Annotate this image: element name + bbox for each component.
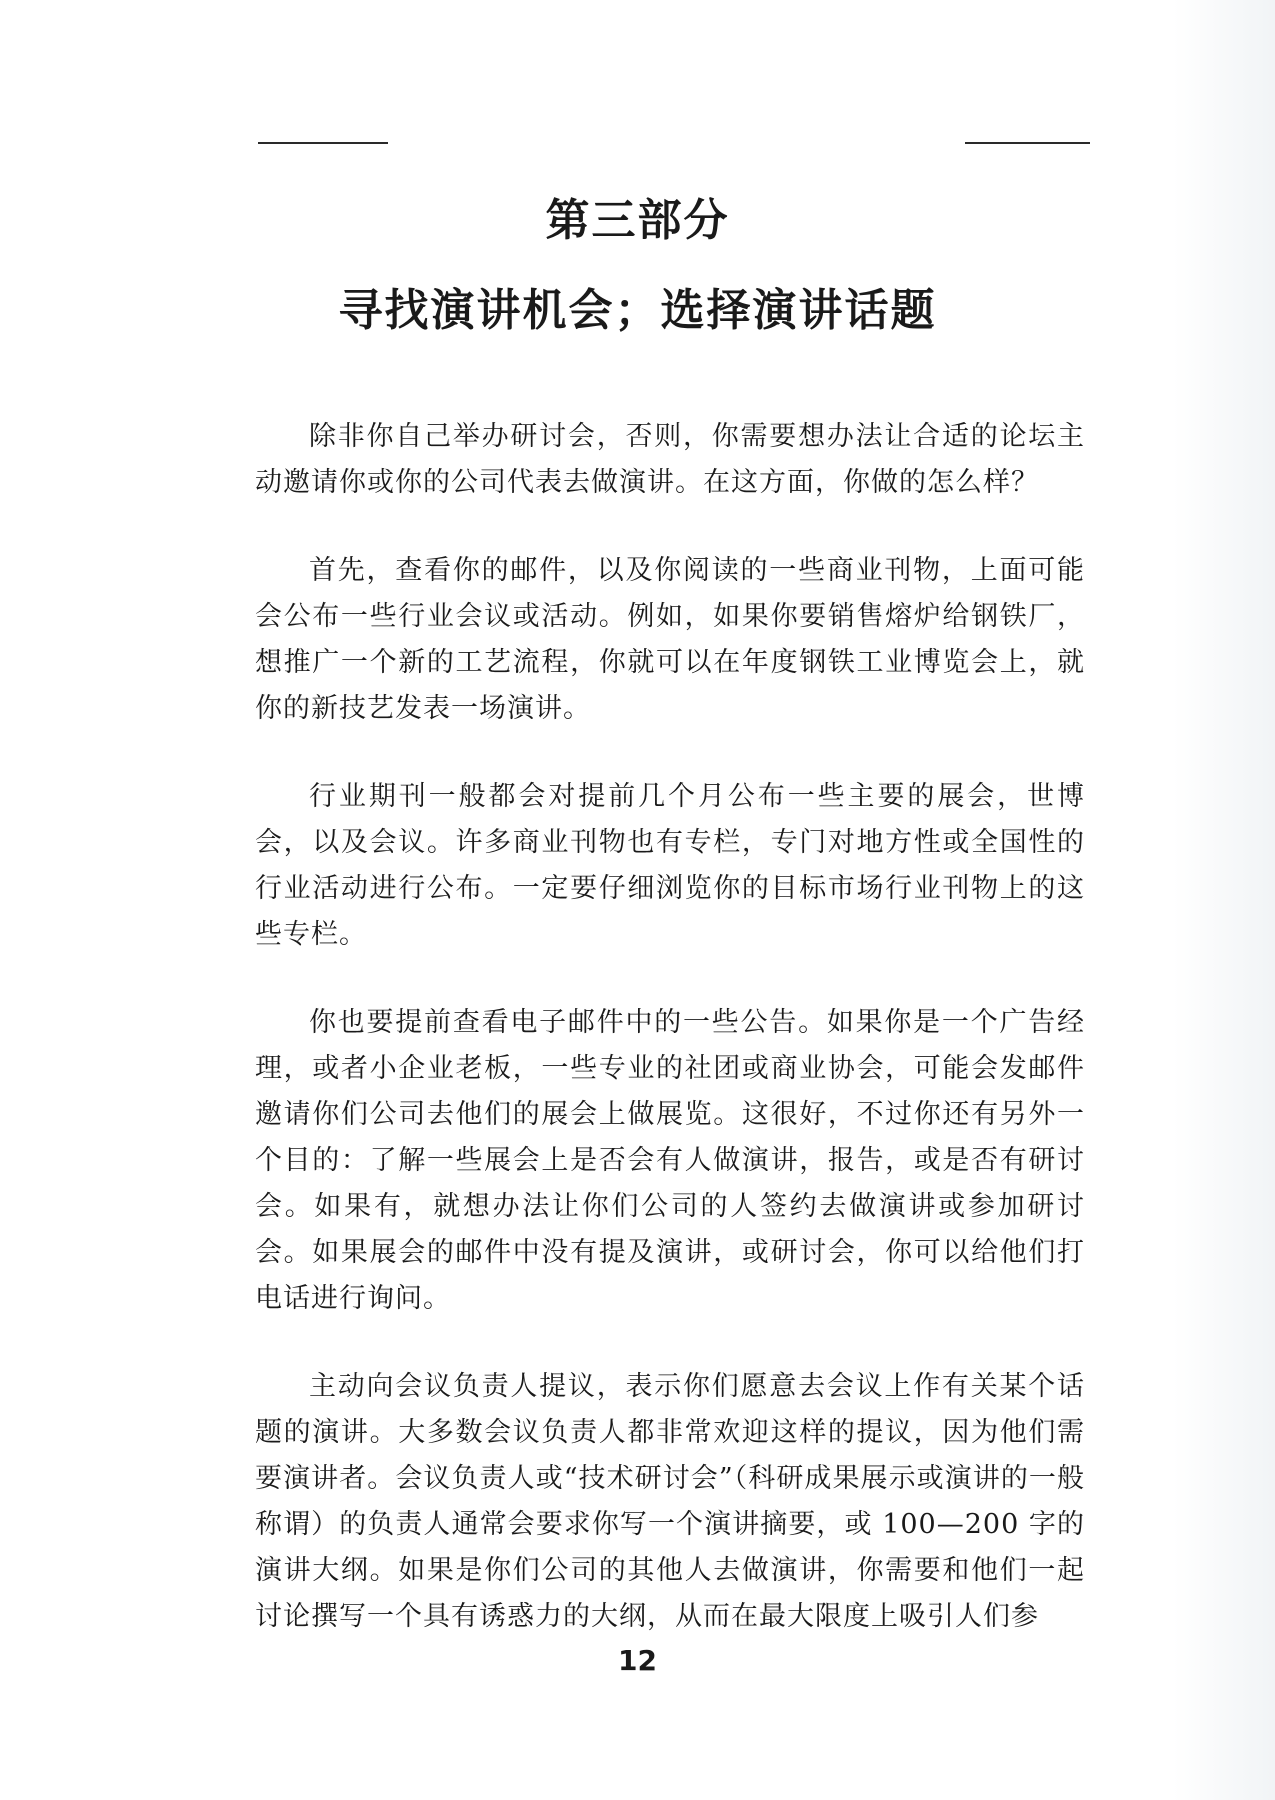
page-number: 12 — [618, 1644, 657, 1677]
paragraph-1: 除非你自己举办研讨会，否则，你需要想办法让合适的论坛主动邀请你或你的公司代表去做演讲。在这方面，你做的怎么样？ — [255, 421, 1085, 498]
paragraph-5: 主动向会议负责人提议，表示你们愿意去会议上作有关某个话题的演讲。大多数会议负责人都非常欢迎这样的提议，因为他们需要演讲者。会议负责人或“技术研讨会”（科研成果展示或演讲的一般称谓）的负责人通常会要求你写一个演讲摘要，或 100—200 字的演讲大纲。如果是你们公司的其他人去做演讲，你需要和他们一起讨论撰写一个具有诱惑力的大纲，从而在最大限度上吸引人们参 — [255, 1371, 1085, 1632]
header-rule-left — [258, 142, 388, 144]
paragraph-4: 你也要提前查看电子邮件中的一些公告。如果你是一个广告经理，或者小企业老板，一些专业的社团或商业协会，可能会发邮件邀请你们公司去他们的展会上做展览。这很好，不过你还有另外一个目的：了解一些展会上是否会有人做演讲，报告，或是否有研讨会。如果有，就想办法让你们公司的人签约去做演讲或参加研讨会。如果展会的邮件中没有提及演讲，或研讨会，你可以给他们打电话进行询问。 — [255, 1007, 1085, 1314]
paragraph-2: 首先，查看你的邮件，以及你阅读的一些商业刊物，上面可能会公布一些行业会议或活动。例如，如果你要销售熔炉给钢铁厂，想推广一个新的工艺流程，你就可以在年度钢铁工业博览会上，就你的新技艺发表一场演讲。 — [255, 555, 1085, 724]
chapter-title: 寻找演讲机会；选择演讲话题 — [338, 285, 937, 336]
paragraph-3: 行业期刊一般都会对提前几个月公布一些主要的展会，世博会，以及会议。许多商业刊物也有专栏，专门对地方性或全国性的行业活动进行公布。一定要仔细浏览你的目标市场行业刊物上的这些专栏。 — [255, 781, 1085, 950]
part-title: 第三部分 — [545, 195, 730, 246]
body-text — [255, 414, 1085, 1682]
header-rule-right — [965, 142, 1090, 144]
